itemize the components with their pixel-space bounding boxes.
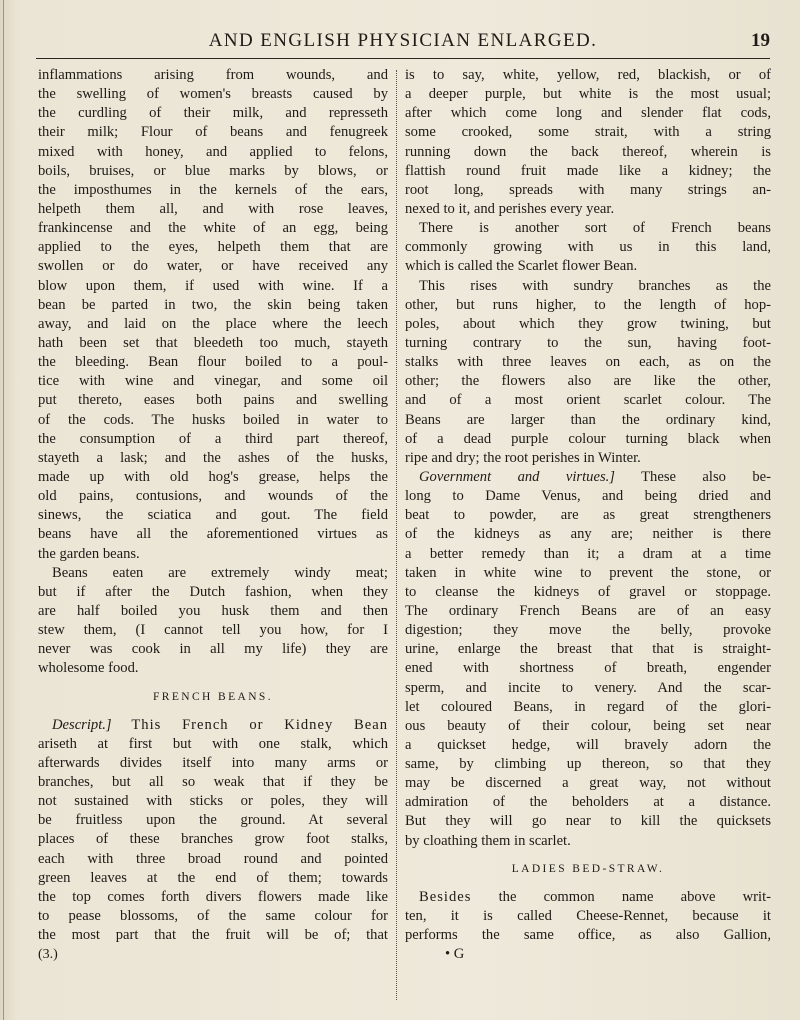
section-heading-ladies-bed-straw: LADIES BED-STRAW. xyxy=(511,862,665,875)
text-line: root long, spreads with many strings an- xyxy=(405,181,771,198)
left-paragraph-2 xyxy=(38,564,388,679)
running-head-title: AND ENGLISH PHYSICIAN ENLARGED. xyxy=(208,30,598,51)
text-line: but if after the Dutch fashion, when they xyxy=(38,583,388,600)
text-line: applied to the eyes, helpeth them that are xyxy=(38,239,388,256)
text-line: be fruitless upon the ground. At several xyxy=(38,812,388,829)
text-line: ariseth at first but with one stalk, which xyxy=(38,735,388,752)
text-line: and of a most orient scarlet colour. The xyxy=(405,392,771,409)
text-line: Beans are larger than the ordinary kind, xyxy=(405,411,771,428)
text-line: the imposthumes in the kernels of the ears, xyxy=(38,181,388,198)
right-column xyxy=(405,66,771,964)
text-line: made up with old hog's grease, helps the xyxy=(38,468,388,485)
catchword: • G xyxy=(445,946,465,963)
text-line: put thereto, eases both pains and swelling xyxy=(38,392,388,409)
text-line: to pease blossoms, of the same colour for xyxy=(38,908,388,925)
text-line: afterwards divides itself into many arms or xyxy=(38,754,388,771)
text-line: The ordinary French Beans are of an easy xyxy=(405,602,771,619)
text-line: their milk; Flour of beans and fenugreek xyxy=(38,124,388,141)
text-line: by cloathing them in scarlet. xyxy=(405,832,571,849)
text-line: beans have all the aforementioned virtues as xyxy=(38,526,388,543)
text-line: away, and laid on the place where the leech xyxy=(38,315,388,332)
text-line: is to say, white, yellow, red, blackish, or of xyxy=(405,67,771,83)
text-line: ous beauty of their colour, being set near xyxy=(405,717,771,734)
text-line: each with three broad round and pointed xyxy=(38,850,388,867)
text-line: helpeth them all, and with rose leaves, xyxy=(38,200,388,217)
text-line: places of these branches grow foot stalks, xyxy=(38,831,388,848)
text-line: stayeth a lask; and the ashes of the husks, xyxy=(38,449,388,466)
text-line: the consumption of a third part thereof, xyxy=(38,430,388,447)
text-line: old pains, contusions, and wounds of the xyxy=(38,488,388,505)
running-head xyxy=(36,28,770,58)
section-heading-french-beans: FRENCH BEANS. xyxy=(152,690,274,703)
text-line: of the kidneys as any are; neither is there xyxy=(405,526,771,543)
besides-first-word: Besides xyxy=(419,888,472,905)
right-paragraph-2 xyxy=(405,219,771,276)
text-line: boils, bruises, or blue marks by blows, or xyxy=(38,162,388,179)
text-line: never was cook in all my life) they are xyxy=(38,641,388,658)
text-line: bean be parted in two, the skin being taken xyxy=(38,296,388,313)
text-line: of a dead purple colour turning black when xyxy=(405,430,771,447)
text-line: the bleeding. Bean flour boiled to a poul- xyxy=(38,354,388,371)
text-line: commonly growing with us in this land, xyxy=(405,239,771,256)
text-line: sinews, the sciatica and gout. The field xyxy=(38,507,388,524)
text-line: the curdling of their milk, and represseth xyxy=(38,105,388,122)
besides-first-line xyxy=(405,888,771,907)
text-line: mixed with honey, and applied to felons, xyxy=(38,143,388,160)
text-line: ripe and dry; the root perishes in Winter. xyxy=(405,449,641,466)
catchword-text: G xyxy=(453,946,465,963)
text-line: the garden beans. xyxy=(38,545,140,562)
descript-first-text: This French or Kidney Bean xyxy=(131,716,388,733)
left-column xyxy=(38,66,388,964)
text-line: other; the flowers also are like the other, xyxy=(405,373,771,390)
descript-label: Descript.] xyxy=(52,716,112,733)
text-line: the most part that the fruit will be of; that xyxy=(38,927,388,944)
text-line: poles, about which they grow twining, but xyxy=(405,315,771,332)
text-line: admiration of the beholders at a distance. xyxy=(405,794,771,811)
right-paragraph-4 xyxy=(405,487,771,851)
text-line: urine, enlarge the breast that that is straight- xyxy=(405,641,771,658)
text-line: which is called the Scarlet flower Bean. xyxy=(405,258,638,275)
text-line: inflammations arising from wounds, and xyxy=(38,67,388,83)
text-line: of the cods. The husks boiled in water to xyxy=(38,411,388,428)
text-line: the top comes forth divers flowers made like xyxy=(38,888,388,905)
text-line: nexed to it, and perishes every year. xyxy=(405,200,615,217)
left-paragraph-1 xyxy=(38,66,388,564)
column-divider xyxy=(396,70,398,1000)
text-line: to cleanse the kidneys of gravel or stoppage. xyxy=(405,583,771,600)
text-line: ten, it is called Cheese-Rennet, because it xyxy=(405,908,771,925)
header-rule xyxy=(36,58,770,59)
text-line: let coloured Beans, in regard of the glori- xyxy=(405,698,771,715)
text-line: may be discerned a great way, not without xyxy=(405,775,771,792)
text-line: digestion; they move the belly, provoke xyxy=(405,622,771,639)
text-line: performs the same office, as also Gallion, xyxy=(405,927,771,944)
text-line: But they will go near to kill the quicksets xyxy=(405,813,771,830)
text-line: hath been set that bleedeth too much, stayeth xyxy=(38,334,388,351)
page-number: 19 xyxy=(751,30,770,51)
text-line: other, but runs higher, to the length of hop- xyxy=(405,296,771,313)
text-line: swollen or do water, or have received any xyxy=(38,258,388,275)
text-line: wholesome food. xyxy=(38,660,139,677)
text-line: not sustained with sticks or poles, they will xyxy=(38,793,388,810)
text-line: branches, but all so weak that if they be xyxy=(38,774,388,791)
text-line: blow upon them, if used with wine. If a xyxy=(38,277,388,294)
government-label: Government and virtues.] xyxy=(419,468,615,485)
text-line: after which come long and slender flat cods, xyxy=(405,105,771,122)
right-paragraph-1 xyxy=(405,66,771,219)
text-line: There is another sort of French beans xyxy=(419,220,771,237)
text-line: long to Dame Venus, and being dried and xyxy=(405,488,771,505)
text-line: the swelling of women's breasts caused by xyxy=(38,86,388,103)
text-line: flattish round fruit made like a kidney; the xyxy=(405,162,771,179)
text-line: a better remedy than it; a dram at a time xyxy=(405,545,771,562)
signature-mark: (3.) xyxy=(38,947,58,963)
right-paragraph-5 xyxy=(405,907,771,945)
text-line: stew them, (I cannot tell you how, for I xyxy=(38,622,388,639)
text-line: stalks with three leaves on each, as on the xyxy=(405,354,771,371)
text-line: running down the back thereof, wherein is xyxy=(405,143,771,160)
besides-first-text: the common name above writ- xyxy=(498,888,771,905)
text-line: same, by climbing up thereon, so that they xyxy=(405,756,771,773)
text-line: This rises with sundry branches as the xyxy=(419,277,771,294)
government-first-line xyxy=(405,468,771,487)
text-line: are half boiled you husk them and then xyxy=(38,602,388,619)
text-line: a deeper purple, but white is the most usual; xyxy=(405,86,771,103)
text-line: beat to powder, are as great strengtheners xyxy=(405,507,771,524)
government-first-text: These also be- xyxy=(641,468,771,485)
text-line: ened with shortness of breath, engender xyxy=(405,660,771,677)
text-line: Beans eaten are extremely windy meat; xyxy=(52,564,388,581)
left-paragraph-3 xyxy=(38,735,388,946)
text-line: sperm, and incite to venery. And the scar- xyxy=(405,679,771,696)
text-line: taken in white wine to prevent the stone, or xyxy=(405,564,771,581)
text-line: tice with wine and vinegar, and some oil xyxy=(38,373,388,390)
text-line: green leaves at the end of them; towards xyxy=(38,869,388,886)
text-line: some crooked, some strait, with a string xyxy=(405,124,771,141)
descript-first-line xyxy=(38,716,388,735)
text-line: frankincense and the white of an egg, being xyxy=(38,220,388,237)
text-line: a quickset hedge, will bravely adorn the xyxy=(405,736,771,753)
text-line: turning contrary to the sun, having foot- xyxy=(405,334,771,351)
right-paragraph-3 xyxy=(405,277,771,468)
gutter-edge xyxy=(3,0,4,1020)
